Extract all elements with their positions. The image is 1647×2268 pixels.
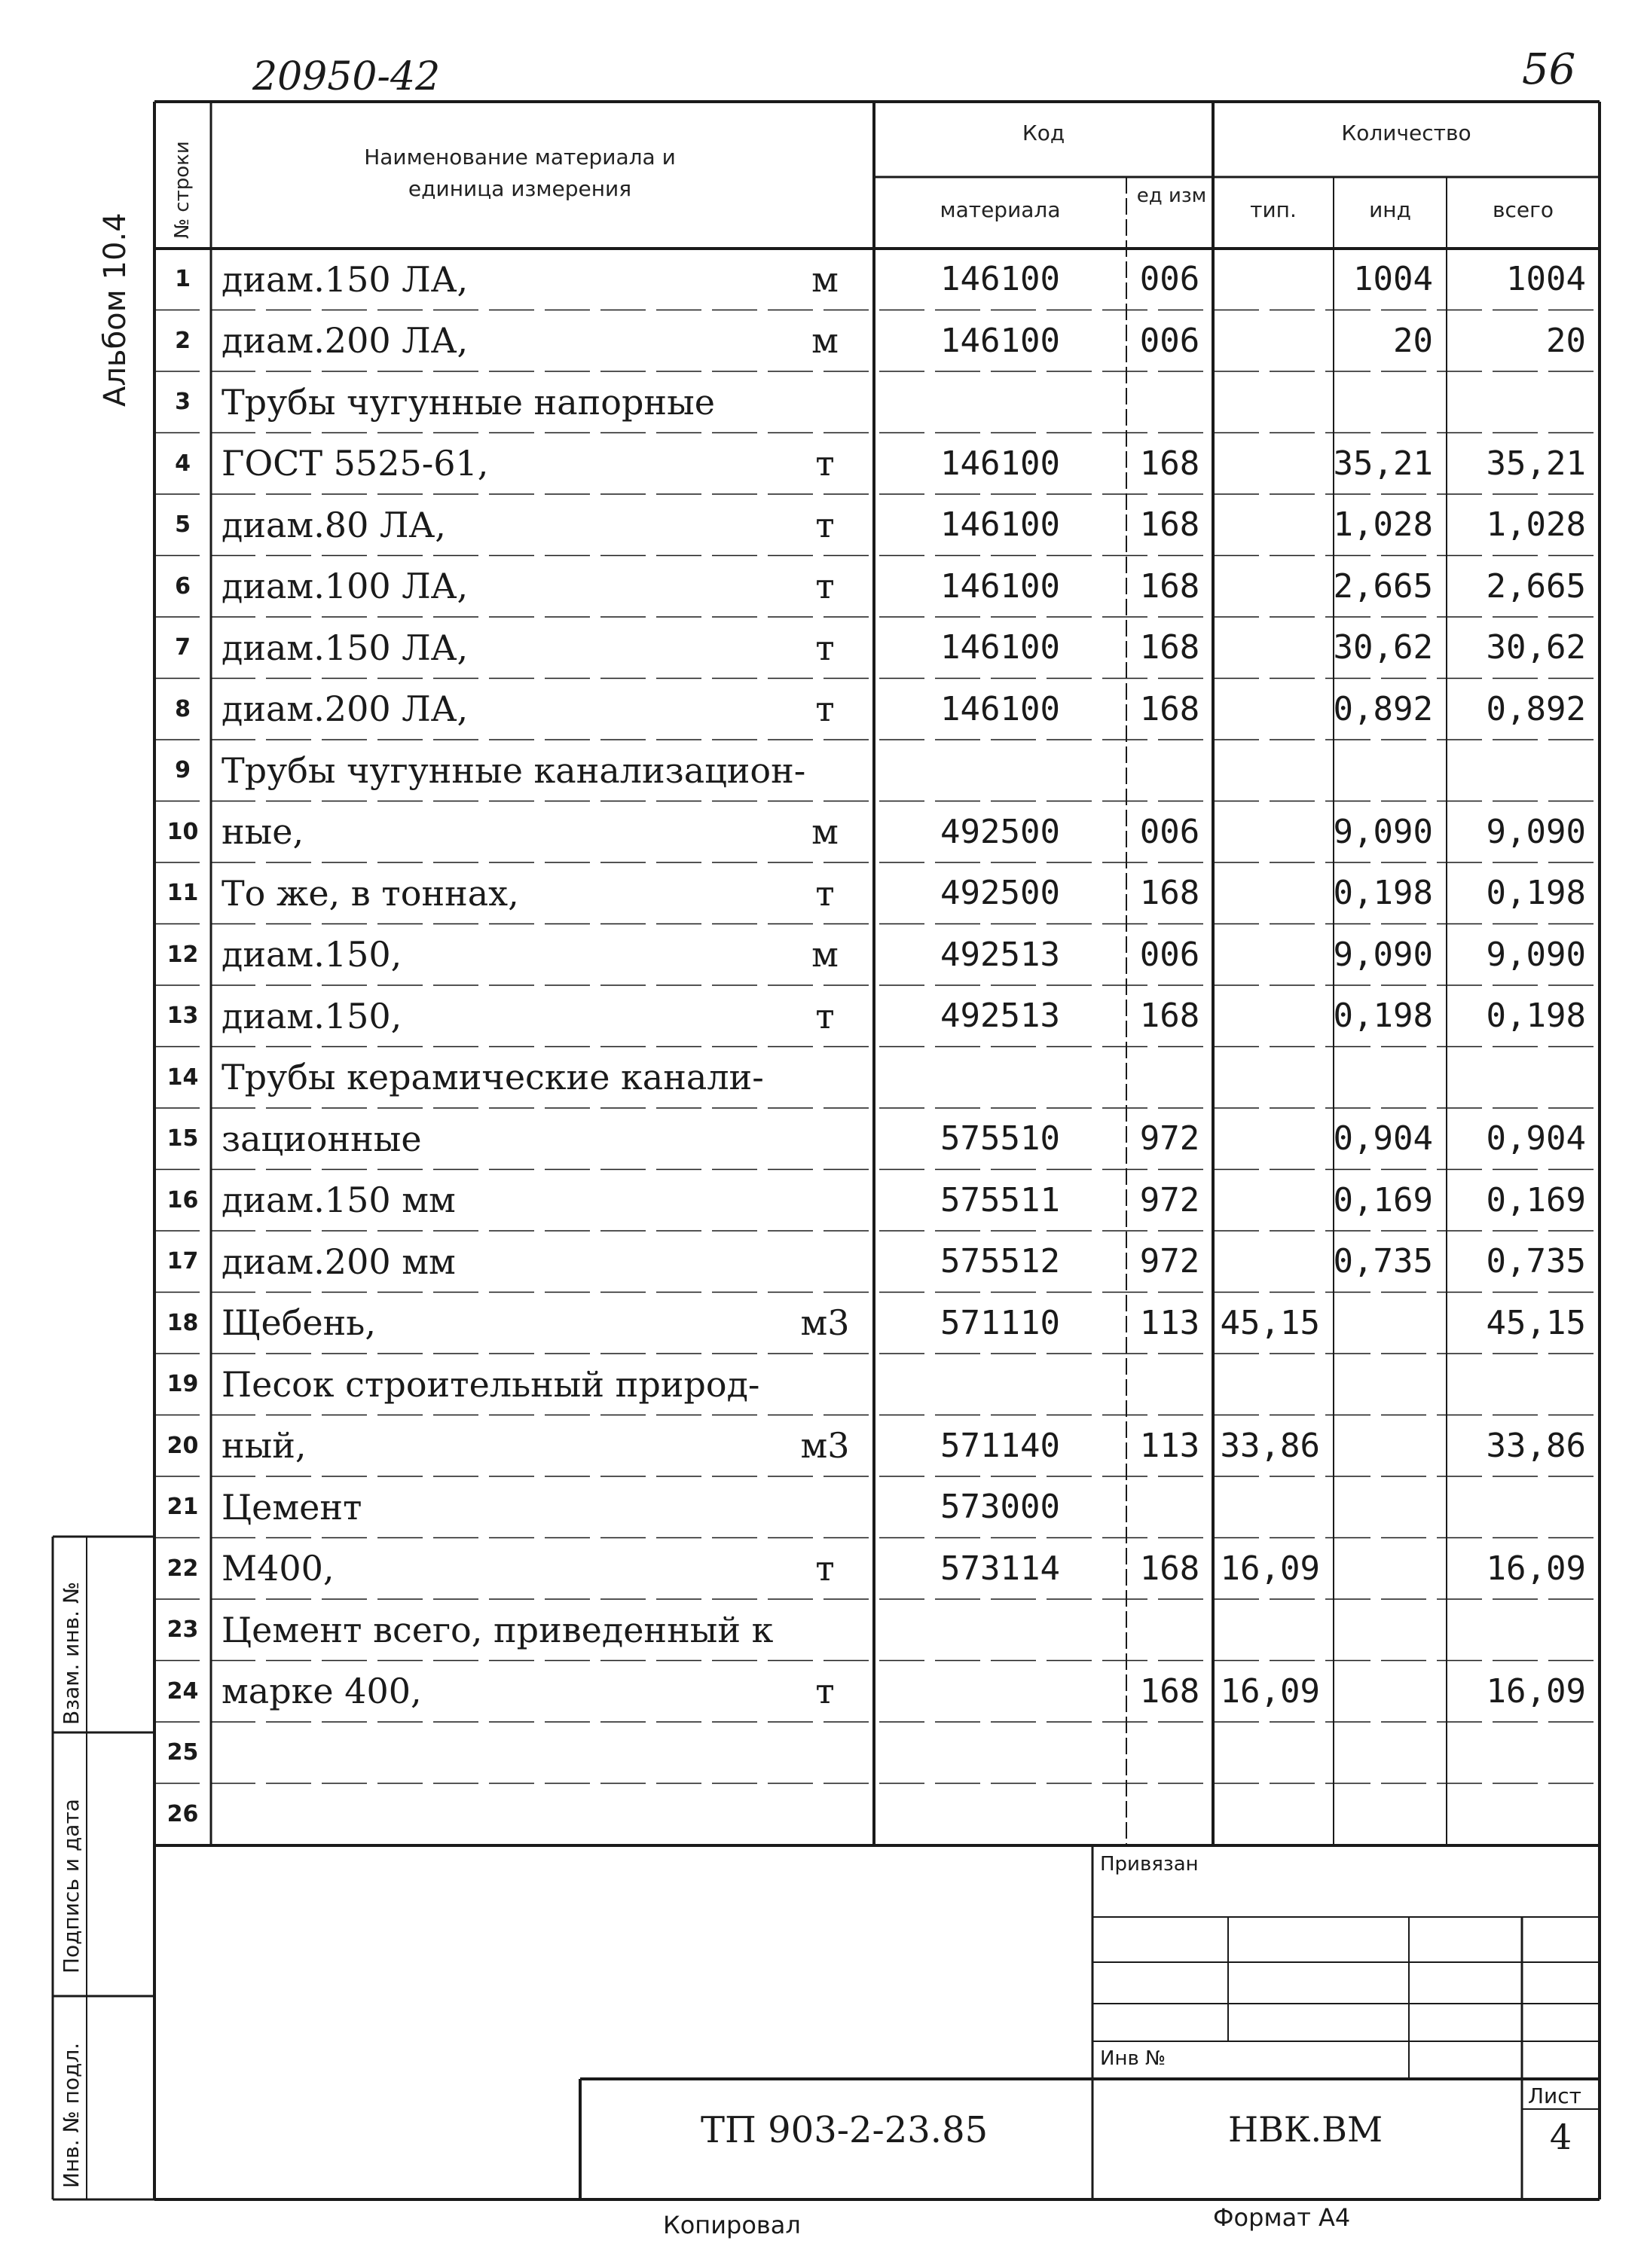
row-number: 19 [167, 1371, 199, 1398]
material-code: 146100 [940, 689, 1060, 728]
qty-total: 20 [1546, 321, 1586, 360]
header-q-ind: инд [1369, 197, 1411, 222]
qty-total: 9,090 [1486, 812, 1586, 851]
unit: м [811, 934, 839, 975]
row-number: 18 [167, 1309, 199, 1336]
row-number: 1 [175, 266, 191, 293]
material-code: 571140 [940, 1426, 1060, 1465]
material-name: Трубы чугунные канализацион- [222, 749, 806, 791]
qty-total: 33,86 [1486, 1426, 1586, 1465]
unit: м3 [800, 1302, 850, 1344]
unit [776, 371, 874, 433]
unit-code: 168 [1139, 628, 1200, 667]
unit [776, 1231, 874, 1293]
unit-code: 168 [1139, 505, 1200, 545]
qty-ind [1334, 371, 1447, 433]
qty-typ [1213, 1047, 1334, 1109]
material-code: 571110 [940, 1303, 1060, 1342]
row-number: 12 [167, 941, 199, 968]
qty-typ: 45,15 [1220, 1303, 1320, 1342]
unit-code: 006 [1139, 812, 1200, 851]
header-code: Код [1022, 121, 1065, 145]
row-number: 5 [175, 511, 191, 539]
material-code: 573114 [940, 1549, 1060, 1588]
qty-total: 16,09 [1486, 1549, 1586, 1588]
material-code: 492500 [940, 812, 1060, 851]
qty-typ [1213, 1599, 1334, 1661]
stamp-sheet-number: 4 [1549, 2117, 1572, 2157]
unit-code [1126, 1784, 1213, 1845]
material-code [874, 1047, 1126, 1109]
qty-ind [1334, 1722, 1447, 1784]
qty-typ [1213, 1354, 1334, 1415]
unit-code [1126, 371, 1213, 433]
qty-ind [1334, 740, 1447, 801]
qty-typ [1213, 1108, 1334, 1170]
qty-typ [1213, 1170, 1334, 1232]
unit-code: 113 [1139, 1426, 1200, 1465]
qty-ind: 20 [1393, 321, 1433, 360]
unit-code: 168 [1139, 874, 1200, 913]
unit: м [811, 258, 839, 300]
qty-ind: 0,169 [1333, 1180, 1433, 1219]
qty-total: 1,028 [1486, 505, 1586, 545]
qty-ind [1334, 1784, 1447, 1845]
qty-typ [1213, 740, 1334, 801]
qty-ind: 0,904 [1333, 1119, 1433, 1158]
unit: т [815, 872, 835, 914]
stamp-mark: НВК.ВМ [1228, 2109, 1383, 2150]
qty-typ [1213, 1476, 1334, 1538]
qty-total: 0,735 [1486, 1242, 1586, 1281]
qty-ind [1334, 1599, 1447, 1661]
unit-code: 168 [1139, 1671, 1200, 1711]
material-name: диам.150 мм [222, 1180, 456, 1221]
qty-ind: 0,198 [1333, 874, 1433, 913]
material-code: 575512 [940, 1242, 1060, 1281]
unit: м3 [800, 1425, 850, 1467]
stamp-privyazan: Привязан [1100, 1853, 1199, 1876]
material-code: 573000 [940, 1488, 1060, 1527]
qty-typ: 16,09 [1220, 1549, 1320, 1588]
unit [776, 1108, 874, 1170]
material-code [874, 1354, 1126, 1415]
unit-code [1126, 740, 1213, 801]
qty-typ [1213, 617, 1334, 679]
qty-ind [1334, 1293, 1447, 1354]
unit-code [1126, 1354, 1213, 1415]
row-number: 8 [175, 695, 191, 722]
row-number: 2 [175, 327, 191, 354]
material-name: ный, [222, 1425, 307, 1467]
material-code [874, 740, 1126, 801]
material-name: диам.200 ЛА, [222, 688, 469, 730]
qty-total: 30,62 [1486, 628, 1586, 667]
qty-ind: 2,665 [1333, 566, 1433, 606]
stamp-sheet-label: Лист [1528, 2083, 1581, 2108]
material-name: марке 400, [222, 1671, 422, 1712]
qty-typ [1213, 494, 1334, 556]
header-row-number: № строки [171, 141, 194, 239]
unit-code [1126, 1476, 1213, 1538]
material-name [211, 1784, 784, 1845]
qty-typ [1213, 1722, 1334, 1784]
stamp-project-code: ТП 903-2-23.85 [701, 2109, 989, 2151]
unit-code: 113 [1139, 1303, 1200, 1342]
row-number: 24 [167, 1677, 199, 1705]
qty-total [1447, 740, 1600, 801]
document-number: 20950-42 [252, 54, 441, 99]
unit [776, 1047, 874, 1109]
material-code: 146100 [940, 566, 1060, 606]
qty-ind [1334, 1661, 1447, 1723]
row-number: 15 [167, 1125, 199, 1152]
qty-typ [1213, 679, 1334, 740]
material-name: Трубы керамические канали- [222, 1057, 764, 1098]
material-code: 146100 [940, 444, 1060, 483]
material-code [874, 1599, 1126, 1661]
material-name: диам.150, [222, 995, 402, 1036]
qty-typ [1213, 985, 1334, 1047]
qty-typ [1213, 801, 1334, 863]
qty-total [1447, 371, 1600, 433]
qty-ind: 30,62 [1333, 628, 1433, 667]
qty-ind: 9,090 [1333, 812, 1433, 851]
material-code: 492500 [940, 874, 1060, 913]
qty-ind: 0,892 [1333, 689, 1433, 728]
material-name: Песок строительный природ- [222, 1363, 760, 1405]
qty-typ: 16,09 [1220, 1671, 1320, 1711]
material-code [874, 371, 1126, 433]
row-number: 6 [175, 572, 191, 600]
row-number: 7 [175, 634, 191, 661]
qty-total: 0,198 [1486, 997, 1586, 1036]
qty-total: 0,198 [1486, 874, 1586, 913]
unit [776, 1784, 874, 1845]
header-code-unit: ед изм [1136, 185, 1207, 207]
qty-total: 0,892 [1486, 689, 1586, 728]
material-name: диам.150 ЛА, [222, 258, 469, 300]
material-code: 575511 [940, 1180, 1060, 1219]
qty-total [1447, 1354, 1600, 1415]
unit-code: 972 [1139, 1180, 1200, 1219]
material-name: зационные [222, 1118, 422, 1159]
material-name: Цемент [222, 1486, 362, 1528]
unit [776, 1722, 874, 1784]
page-number: 56 [1522, 45, 1576, 94]
qty-typ: 33,86 [1220, 1426, 1320, 1465]
row-number: 4 [175, 450, 191, 477]
qty-ind [1334, 1538, 1447, 1600]
qty-typ [1213, 1784, 1334, 1845]
material-name [211, 1722, 784, 1784]
qty-total [1447, 1722, 1600, 1784]
qty-ind: 0,735 [1333, 1242, 1433, 1281]
material-name: Трубы чугунные напорные [222, 381, 715, 423]
unit-code: 168 [1139, 997, 1200, 1036]
row-number: 9 [175, 757, 191, 784]
unit: т [815, 1671, 835, 1712]
row-number: 10 [167, 818, 199, 845]
qty-typ [1213, 556, 1334, 618]
header-quantity: Количество [1341, 121, 1471, 145]
side-label-podpis: Подпись и дата [59, 1799, 84, 1973]
material-code [874, 1784, 1126, 1845]
unit-code: 972 [1139, 1242, 1200, 1281]
row-number: 11 [167, 880, 199, 907]
material-code: 492513 [940, 997, 1060, 1036]
material-name: Цемент всего, приведенный к [222, 1609, 774, 1650]
stamp-inv-no: Инв № [1100, 2047, 1166, 2070]
row-number: 20 [167, 1432, 199, 1459]
unit-code [1126, 1047, 1213, 1109]
qty-total: 0,169 [1486, 1180, 1586, 1219]
unit-code: 006 [1139, 260, 1200, 299]
qty-ind: 9,090 [1333, 935, 1433, 974]
qty-total: 2,665 [1486, 566, 1586, 606]
side-label-vzam: Взам. инв. № [59, 1581, 84, 1725]
qty-total: 0,904 [1486, 1119, 1586, 1158]
row-number: 23 [167, 1616, 199, 1644]
qty-ind: 35,21 [1333, 444, 1433, 483]
material-name: ные, [222, 811, 304, 853]
row-number: 26 [167, 1800, 199, 1827]
row-number: 22 [167, 1555, 199, 1582]
footer-copied: Копировал [663, 2211, 801, 2239]
material-code: 146100 [940, 505, 1060, 545]
footer-format: Формат А4 [1213, 2203, 1351, 2232]
qty-ind: 1004 [1353, 260, 1433, 299]
unit: т [815, 688, 835, 730]
qty-ind: 1,028 [1333, 505, 1433, 545]
unit: т [815, 566, 835, 607]
material-code: 492513 [940, 935, 1060, 974]
qty-total [1447, 1476, 1600, 1538]
qty-total: 35,21 [1486, 444, 1586, 483]
unit-code: 168 [1139, 1549, 1200, 1588]
row-number: 13 [167, 1003, 199, 1030]
qty-typ [1213, 249, 1334, 310]
unit [776, 740, 874, 801]
qty-typ [1213, 1231, 1334, 1293]
unit [776, 1599, 874, 1661]
material-code: 146100 [940, 321, 1060, 360]
unit-code: 168 [1139, 566, 1200, 606]
material-code [874, 1722, 1126, 1784]
unit-code: 972 [1139, 1119, 1200, 1158]
qty-total: 9,090 [1486, 935, 1586, 974]
unit: м [811, 811, 839, 853]
material-name: диам.150 ЛА, [222, 627, 469, 668]
qty-typ [1213, 433, 1334, 495]
qty-ind: 0,198 [1333, 997, 1433, 1036]
qty-total: 1004 [1506, 260, 1586, 299]
unit-code: 168 [1139, 444, 1200, 483]
unit: м [811, 320, 839, 362]
unit: т [815, 504, 835, 545]
row-number: 16 [167, 1186, 199, 1213]
row-number: 25 [167, 1739, 199, 1766]
material-name: диам.200 мм [222, 1241, 456, 1282]
unit [776, 1354, 874, 1415]
unit: т [815, 443, 835, 484]
material-code: 146100 [940, 260, 1060, 299]
material-code: 146100 [940, 628, 1060, 667]
header-q-total: всего [1493, 197, 1554, 222]
unit-code [1126, 1722, 1213, 1784]
qty-total: 45,15 [1486, 1303, 1586, 1342]
header-q-typ: тип. [1250, 197, 1297, 222]
unit-code: 168 [1139, 689, 1200, 728]
header-code-material: материала [940, 197, 1061, 222]
material-name: диам.80 ЛА, [222, 504, 446, 545]
unit: т [815, 995, 835, 1036]
unit-code: 006 [1139, 935, 1200, 974]
unit [776, 1476, 874, 1538]
qty-total [1447, 1599, 1600, 1661]
row-number: 21 [167, 1494, 199, 1521]
material-name: диам.200 ЛА, [222, 320, 469, 362]
qty-typ [1213, 310, 1334, 372]
row-number: 14 [167, 1064, 199, 1091]
row-number: 17 [167, 1248, 199, 1275]
material-name: Щебень, [222, 1302, 376, 1344]
qty-typ [1213, 924, 1334, 986]
qty-total [1447, 1784, 1600, 1845]
material-name: То же, в тоннах, [222, 872, 519, 914]
unit: т [815, 627, 835, 668]
material-name: М400, [222, 1548, 335, 1589]
qty-ind [1334, 1047, 1447, 1109]
qty-typ [1213, 371, 1334, 433]
material-name: ГОСТ 5525-61, [222, 443, 489, 484]
row-number: 3 [175, 389, 191, 416]
material-name: диам.150, [222, 934, 402, 975]
unit-code: 006 [1139, 321, 1200, 360]
unit [776, 1170, 874, 1232]
qty-typ [1213, 862, 1334, 924]
material-code [874, 1661, 1126, 1723]
qty-total [1447, 1047, 1600, 1109]
qty-total: 16,09 [1486, 1671, 1586, 1711]
header-material-name: Наименование материала и единица измерения [364, 145, 676, 201]
qty-ind [1334, 1415, 1447, 1477]
material-name: диам.100 ЛА, [222, 566, 469, 607]
qty-ind [1334, 1476, 1447, 1538]
qty-ind [1334, 1354, 1447, 1415]
unit-code [1126, 1599, 1213, 1661]
unit: т [815, 1548, 835, 1589]
material-code: 575510 [940, 1119, 1060, 1158]
side-label-inv: Инв. № подл. [59, 2042, 84, 2188]
